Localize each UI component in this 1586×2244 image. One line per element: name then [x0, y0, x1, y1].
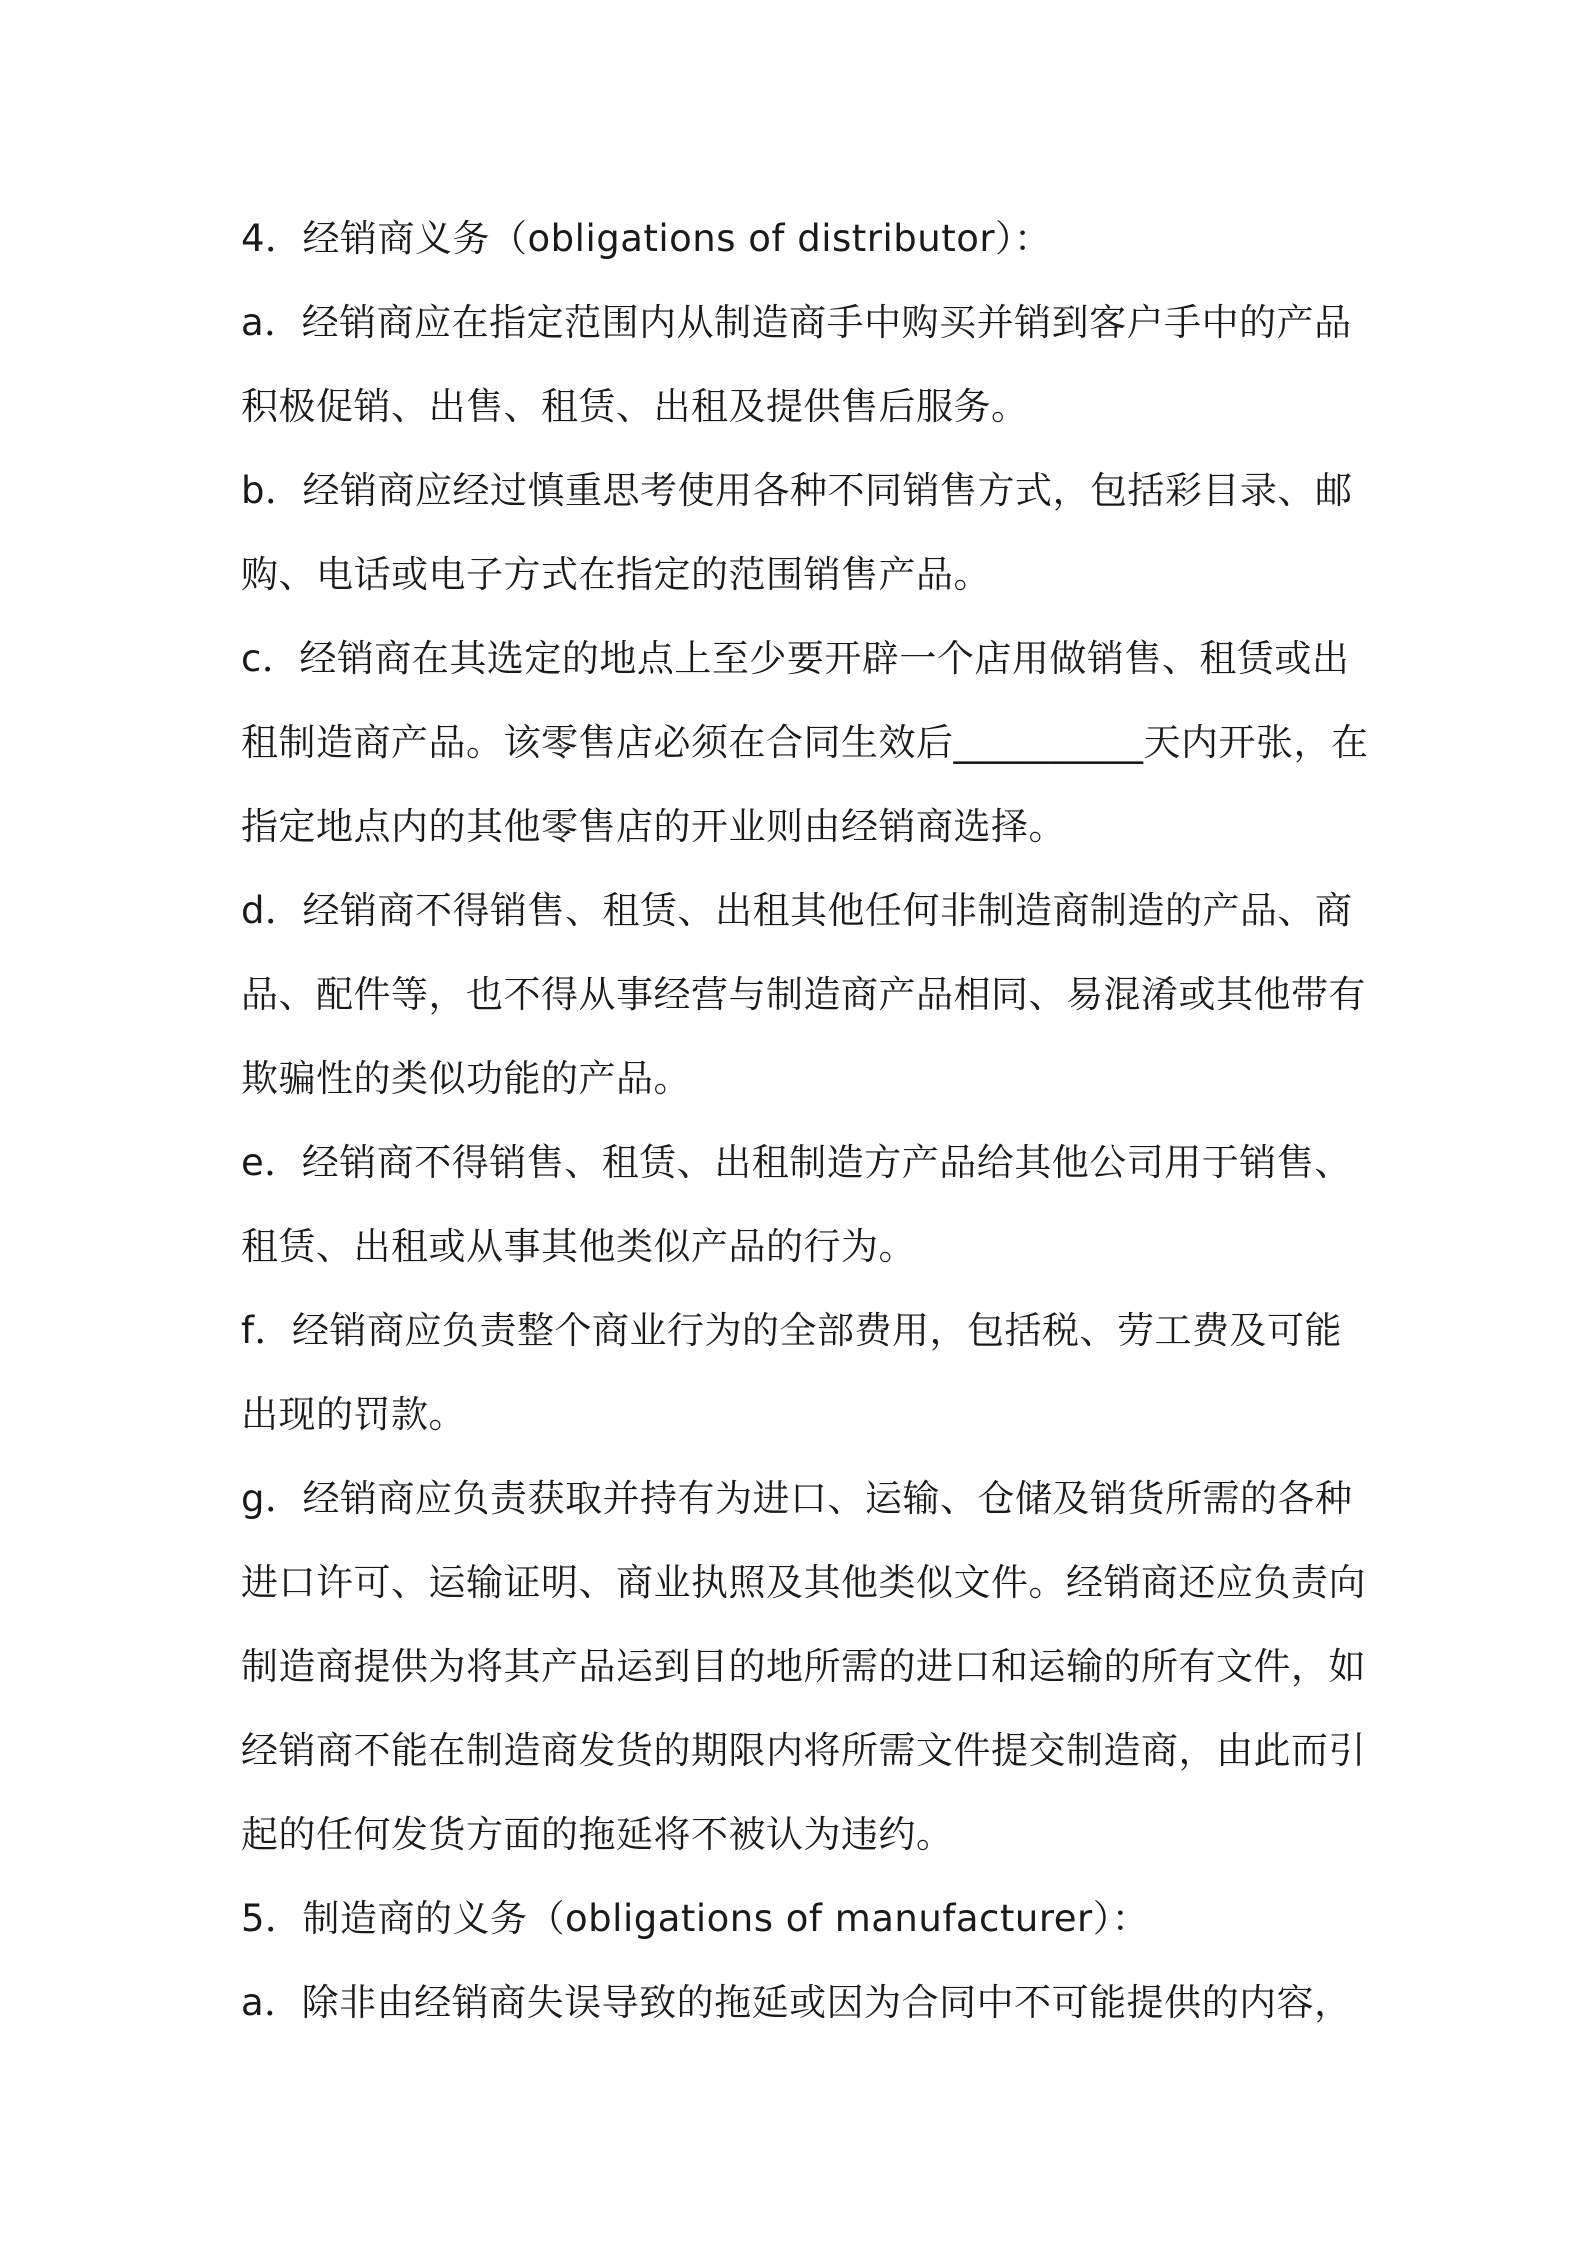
clause-4g-line-3: 制造商提供为将其产品运到目的地所需的进口和运输的所有文件，如	[241, 1645, 1366, 1688]
clause-4d-line-3: 欺骗性的类似功能的产品。	[241, 1057, 691, 1100]
clause-4e-line-1: e．经销商不得销售、租赁、出租制造方产品给其他公司用于销售、	[241, 1141, 1352, 1184]
clause-4a-line-2: 积极促销、出售、租赁、出租及提供售后服务。	[241, 385, 1029, 428]
clause-4c-line-1: c．经销商在其选定的地点上至少要开辟一个店用做销售、租赁或出	[241, 637, 1350, 680]
clause-4f-line-2: 出现的罚款。	[241, 1393, 466, 1436]
clause-4e-line-2: 租赁、出租或从事其他类似产品的行为。	[241, 1225, 916, 1268]
clause-4g-line-4: 经销商不能在制造商发货的期限内将所需文件提交制造商，由此而引	[241, 1729, 1366, 1772]
clause-4g-line-2: 进口许可、运输证明、商业执照及其他类似文件。经销商还应负责向	[241, 1561, 1366, 1604]
clause-5a-line-1: a．除非由经销商失误导致的拖延或因为合同中不可能提供的内容，	[241, 1981, 1352, 2024]
document-body	[241, 197, 1369, 2045]
section-5-heading: 5．制造商的义务（obligations of manufacturer）：	[241, 1897, 1150, 1940]
clause-4a-line-1: a．经销商应在指定范围内从制造商手中购买并销到客户手中的产品	[241, 301, 1352, 344]
clause-4b-line-2: 购、电话或电子方式在指定的范围销售产品。	[241, 553, 991, 596]
clause-4c-line-2: 租制造商产品。该零售店必须在合同生效后__________天内开张，在	[241, 721, 1369, 764]
clause-4c-line-3: 指定地点内的其他零售店的开业则由经销商选择。	[241, 805, 1066, 848]
clause-4f-line-1: f．经销商应负责整个商业行为的全部费用，包括税、劳工费及可能	[241, 1309, 1343, 1352]
clause-4b-line-1: b．经销商应经过慎重思考使用各种不同销售方式，包括彩目录、邮	[241, 469, 1353, 512]
clause-4d-line-1: d．经销商不得销售、租赁、出租其他任何非制造商制造的产品、商	[241, 889, 1353, 932]
clause-4g-line-5: 起的任何发货方面的拖延将不被认为违约。	[241, 1813, 954, 1856]
clause-4d-line-2: 品、配件等，也不得从事经营与制造商产品相同、易混淆或其他带有	[241, 973, 1366, 1016]
section-4-heading: 4．经销商义务（obligations of distributor）：	[241, 217, 1052, 260]
clause-4g-line-1: g．经销商应负责获取并持有为进口、运输、仓储及销货所需的各种	[241, 1477, 1353, 1520]
